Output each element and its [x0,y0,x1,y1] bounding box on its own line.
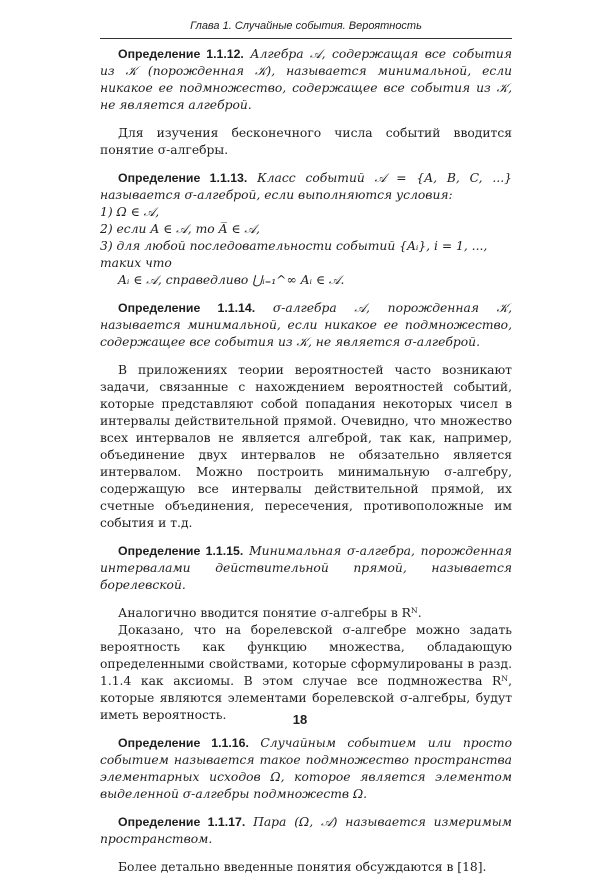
definition-text: Алгебра 𝒜, содержащая все события из 𝒦 (порожденная 𝒦), называется минимальной, если никакое ее подмножество, содержащее все события из 𝒦, не является алгеброй. [100,47,512,112]
page-body [100,46,512,876]
paragraph-borel-probability: Доказано, что на борелевской σ-алгебре можно задать вероятность как функцию множества, обладающую определенными свойствами, которые сформулированы в разд. 1.1.4 как аксиомы. В этом случае все подмножества Rᴺ, которые являются элементами борелевской σ-алгебры, будут иметь вероятность. [100,623,512,722]
definition-label: Определение 1.1.17. [118,815,246,829]
definition-text: Класс событий 𝒜 = {A, B, C, ...} называется σ-алгеброй, если выполняются условия: [100,171,512,202]
definition-1-1-16 [100,735,512,803]
definition-label: Определение 1.1.13. [118,171,248,185]
definition-label: Определение 1.1.15. [118,544,244,558]
paragraph-sigma-intro: Для изучения бесконечного числа событий вводится понятие σ-алгебры. [100,126,512,157]
condition-2: 2) если A ∈ 𝒜, то A̅ ∈ 𝒜, [100,222,260,236]
definition-text: Пара (Ω, 𝒜) называется измеримым пространством. [100,815,512,846]
definition-label: Определение 1.1.12. [118,47,244,61]
definition-1-1-13 [100,170,512,204]
definition-text: Минимальная σ-алгебра, порожденная интервалами действительной прямой, называется борелевской. [100,544,512,592]
definition-1-1-12 [100,46,512,114]
definition-text: Случайным событием или просто событием называется такое подмножество пространства элементарных исходов Ω, которое является элементом выделенной σ-алгебры подмножеств Ω. [100,736,512,801]
running-title: Глава 1. Случайные события. Вероятность [190,20,422,32]
condition-3-continued: Aᵢ ∈ 𝒜, справедливо ⋃ᵢ₌₁^∞ Aᵢ ∈ 𝒜. [118,273,345,287]
definition-text: σ-алгебра 𝒜, порожденная 𝒦, называется минимальной, если никакое ее подмножество, содержащее все события из 𝒦, не является σ-алгеброй. [100,301,512,349]
condition-3: 3) для любой последовательности событий {Aᵢ}, i = 1, ..., таких что [100,239,488,270]
paragraph-reference: Более детально введенные понятия обсуждаются в [18]. [118,860,487,874]
definition-1-1-17 [100,814,512,848]
definition-1-1-14 [100,300,512,351]
paragraph-applications: В приложениях теории вероятностей часто возникают задачи, связанные с нахождением вероятностей событий, которые представляют собой попадания некоторых чисел в интервалы действительной прямой. Очевидно, что множество всех интервалов не является алгеброй, так как, например, объединение двух интервалов не обязательно является интервалом. Можно построить минимальную σ-алгебру, содержащую все интервалы действительной прямой, их счетные объединения, пересечения, противоположные им события и т.д. [100,363,512,530]
definition-1-1-15 [100,543,512,594]
definition-label: Определение 1.1.16. [118,736,249,750]
page-number: 18 [292,712,308,727]
running-header [100,16,512,39]
condition-1: 1) Ω ∈ 𝒜, [100,205,160,219]
definition-label: Определение 1.1.14. [118,301,256,315]
paragraph-rn: Аналогично вводится понятие σ-алгебры в Rᴺ. [118,606,422,620]
